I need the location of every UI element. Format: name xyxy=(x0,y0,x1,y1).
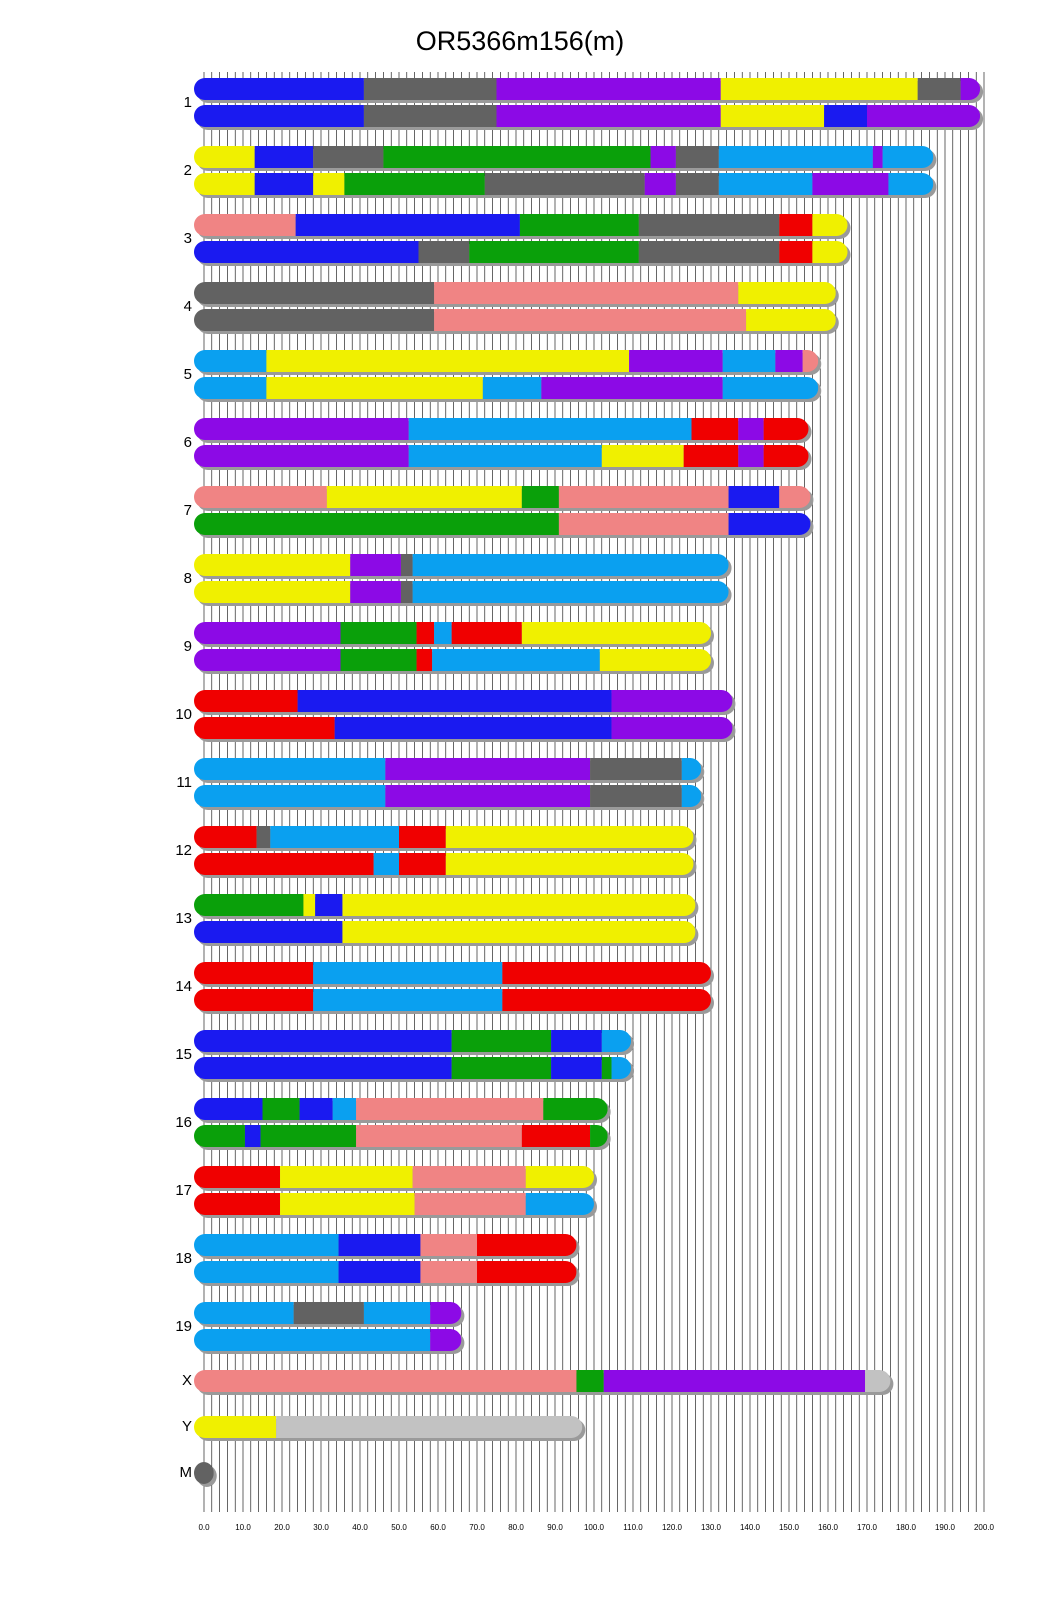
haplotype-bar xyxy=(194,1098,608,1120)
x-tick-label: 130.0 xyxy=(700,1523,722,1532)
x-tick-label: 80.0 xyxy=(508,1523,524,1532)
segment-15-2-1 xyxy=(194,1057,452,1079)
chromosome-label: 15 xyxy=(175,1046,192,1063)
segment-Y-1-1 xyxy=(194,1416,276,1438)
chromosome-label: M xyxy=(179,1464,192,1481)
segment-16-2-1 xyxy=(194,1125,245,1147)
segment-14-1-2 xyxy=(313,962,502,984)
segment-1-1-2 xyxy=(364,78,497,100)
segment-3-2-4 xyxy=(639,241,779,263)
haplotype-bar xyxy=(194,309,836,331)
segment-17-1-2 xyxy=(280,1166,413,1188)
segment-3-1-6 xyxy=(812,214,847,236)
haplotype-bar xyxy=(194,1030,631,1052)
segment-2-1-9 xyxy=(883,146,934,168)
segment-10-1-3 xyxy=(612,690,733,712)
segment-4-1-3 xyxy=(738,282,836,304)
segment-18-2-2 xyxy=(339,1261,421,1283)
segment-1-2-4 xyxy=(721,105,824,127)
haplotype-bar xyxy=(194,989,711,1011)
haplotype-bar xyxy=(194,282,836,304)
segment-12-1-2 xyxy=(257,826,271,848)
segment-18-2-1 xyxy=(194,1261,339,1283)
haplotype-bar xyxy=(194,581,729,603)
segment-17-2-4 xyxy=(526,1193,594,1215)
segment-19-1-1 xyxy=(194,1302,294,1324)
haplotype-bar xyxy=(194,1193,594,1215)
x-tick-label: 60.0 xyxy=(430,1523,446,1532)
segment-X-1-2 xyxy=(576,1370,603,1392)
haplotype-bar xyxy=(194,554,729,576)
segment-6-1-5 xyxy=(764,418,809,440)
segment-17-2-2 xyxy=(280,1193,415,1215)
segment-18-1-1 xyxy=(194,1234,339,1256)
segment-5-1-3 xyxy=(629,350,723,372)
haplotype-bar xyxy=(194,214,848,236)
segment-8-1-3 xyxy=(401,554,413,576)
segment-19-2-2 xyxy=(430,1329,461,1351)
segment-9-1-6 xyxy=(522,622,711,644)
x-tick-label: 20.0 xyxy=(274,1523,290,1532)
segment-6-2-3 xyxy=(602,445,684,467)
x-tick-label: 180.0 xyxy=(895,1523,917,1532)
chromosome-label: 9 xyxy=(183,638,192,655)
segment-15-2-2 xyxy=(452,1057,551,1079)
segment-3-1-4 xyxy=(639,214,779,236)
x-tick-label: 160.0 xyxy=(817,1523,839,1532)
segment-6-1-3 xyxy=(692,418,739,440)
segment-X-1-4 xyxy=(865,1370,890,1392)
chromosome-label: 11 xyxy=(176,774,192,791)
segment-7-1-5 xyxy=(729,486,780,508)
segment-17-1-3 xyxy=(413,1166,526,1188)
segment-17-1-4 xyxy=(526,1166,594,1188)
segment-10-2-1 xyxy=(194,717,335,739)
segment-15-2-4 xyxy=(602,1057,612,1079)
haplotype-bar xyxy=(194,622,711,644)
chromosome-label: 13 xyxy=(175,910,192,927)
segment-7-1-1 xyxy=(194,486,327,508)
x-tick-label: 190.0 xyxy=(934,1523,956,1532)
haplotype-bar xyxy=(194,173,933,195)
chromosome-label: 10 xyxy=(175,706,192,723)
segment-2-2-5 xyxy=(485,173,645,195)
segment-8-1-4 xyxy=(413,554,729,576)
segment-12-1-1 xyxy=(194,826,257,848)
haplotype-bar xyxy=(194,1329,461,1351)
x-tick-label: 120.0 xyxy=(661,1523,683,1532)
segment-M-1-1 xyxy=(194,1462,214,1484)
haplotype-bar xyxy=(194,1125,608,1147)
haplotype-bar xyxy=(194,826,693,848)
haplotype-bar xyxy=(194,717,732,739)
segment-18-1-4 xyxy=(477,1234,576,1256)
segment-3-2-5 xyxy=(779,241,812,263)
segment-3-2-3 xyxy=(469,241,639,263)
segment-9-1-5 xyxy=(452,622,522,644)
chromosome-label: 7 xyxy=(183,502,192,519)
segment-X-1-1 xyxy=(194,1370,576,1392)
segment-4-1-1 xyxy=(194,282,434,304)
haplotype-bar xyxy=(194,1234,576,1256)
chromosome-label: 14 xyxy=(175,978,192,995)
segment-2-2-4 xyxy=(344,173,484,195)
segment-19-1-4 xyxy=(430,1302,461,1324)
haplotype-bar xyxy=(194,785,701,807)
segment-10-1-2 xyxy=(298,690,612,712)
segment-5-2-2 xyxy=(266,377,482,399)
haplotype-bar xyxy=(194,241,848,263)
segment-5-2-5 xyxy=(723,377,819,399)
haplotype-bar xyxy=(194,758,701,780)
segment-1-1-4 xyxy=(721,78,918,100)
haplotype-bar xyxy=(194,486,810,508)
segment-9-2-1 xyxy=(194,649,341,671)
segment-2-1-6 xyxy=(676,146,719,168)
x-tick-label: 100.0 xyxy=(583,1523,605,1532)
segment-12-2-1 xyxy=(194,853,374,875)
segment-14-2-2 xyxy=(313,989,502,1011)
segment-12-2-4 xyxy=(446,853,694,875)
segment-1-1-5 xyxy=(918,78,961,100)
segment-4-2-1 xyxy=(194,309,434,331)
segment-9-1-4 xyxy=(434,622,452,644)
segment-10-2-2 xyxy=(335,717,612,739)
segment-11-1-2 xyxy=(385,758,590,780)
chart-title: OR5366m156(m) xyxy=(415,26,625,56)
haplotype-bar xyxy=(194,1416,582,1438)
segment-14-1-1 xyxy=(194,962,313,984)
haplotype-bar xyxy=(194,146,933,168)
segment-9-2-5 xyxy=(600,649,711,671)
segment-1-2-6 xyxy=(867,105,980,127)
segment-13-1-1 xyxy=(194,894,303,916)
chromosome-label: 17 xyxy=(175,1182,192,1199)
segment-2-2-9 xyxy=(812,173,888,195)
x-tick-label: 30.0 xyxy=(313,1523,329,1532)
segment-12-1-3 xyxy=(270,826,399,848)
segment-12-2-2 xyxy=(374,853,399,875)
chromosome-label: 6 xyxy=(183,434,192,451)
segment-11-2-3 xyxy=(590,785,682,807)
x-tick-label: 140.0 xyxy=(739,1523,761,1532)
chromosome-label: 16 xyxy=(175,1114,192,1131)
x-tick-label: 50.0 xyxy=(391,1523,407,1532)
segment-11-2-2 xyxy=(385,785,590,807)
segment-12-2-3 xyxy=(399,853,446,875)
segment-9-2-3 xyxy=(417,649,433,671)
chromosome-label: 12 xyxy=(175,842,192,859)
segment-9-1-2 xyxy=(341,622,417,644)
segment-7-2-2 xyxy=(559,513,729,535)
segment-2-2-2 xyxy=(255,173,314,195)
segment-8-2-1 xyxy=(194,581,350,603)
haplotype-bar xyxy=(194,1057,631,1079)
segment-7-2-1 xyxy=(194,513,559,535)
x-tick-label: 0.0 xyxy=(198,1523,210,1532)
segment-8-2-4 xyxy=(413,581,729,603)
segment-2-1-3 xyxy=(313,146,383,168)
segment-19-1-2 xyxy=(294,1302,364,1324)
segment-1-2-3 xyxy=(497,105,721,127)
segment-6-1-2 xyxy=(409,418,692,440)
segment-13-1-3 xyxy=(315,894,342,916)
segment-2-1-7 xyxy=(719,146,873,168)
x-tick-label: 150.0 xyxy=(778,1523,800,1532)
segment-13-1-2 xyxy=(303,894,315,916)
segment-1-1-3 xyxy=(497,78,721,100)
segment-15-2-3 xyxy=(551,1057,602,1079)
segment-18-2-3 xyxy=(420,1261,477,1283)
segment-16-1-1 xyxy=(194,1098,263,1120)
segment-16-1-6 xyxy=(543,1098,607,1120)
segment-1-2-5 xyxy=(824,105,867,127)
segment-16-1-3 xyxy=(300,1098,333,1120)
segment-10-1-1 xyxy=(194,690,298,712)
haplotype-bar xyxy=(194,105,980,127)
x-tick-label: 10.0 xyxy=(235,1523,251,1532)
segment-16-2-4 xyxy=(356,1125,522,1147)
segment-16-1-5 xyxy=(356,1098,543,1120)
haplotype-bar xyxy=(194,962,711,984)
segment-16-2-3 xyxy=(261,1125,357,1147)
chromosome-label: Y xyxy=(181,1418,192,1435)
segment-5-2-1 xyxy=(194,377,266,399)
segment-13-1-4 xyxy=(342,894,695,916)
haplotype-bar xyxy=(194,690,732,712)
segment-2-2-6 xyxy=(645,173,676,195)
segment-4-2-2 xyxy=(434,309,746,331)
segment-15-1-2 xyxy=(452,1030,551,1052)
x-tick-label: 90.0 xyxy=(547,1523,563,1532)
segment-6-1-4 xyxy=(738,418,763,440)
segment-7-1-2 xyxy=(327,486,522,508)
haplotype-bar xyxy=(194,921,695,943)
segment-3-2-2 xyxy=(419,241,470,263)
segment-16-1-4 xyxy=(333,1098,356,1120)
segment-12-1-4 xyxy=(399,826,446,848)
segment-2-1-2 xyxy=(255,146,314,168)
segment-19-1-3 xyxy=(364,1302,430,1324)
haplotype-bar xyxy=(194,1302,461,1324)
segment-3-2-6 xyxy=(812,241,847,263)
segment-14-1-3 xyxy=(502,962,711,984)
chromosome-label: 2 xyxy=(183,162,192,179)
segment-10-2-3 xyxy=(612,717,733,739)
haplotype-bar xyxy=(194,1261,576,1283)
haplotype-bar xyxy=(194,853,693,875)
segment-3-1-1 xyxy=(194,214,296,236)
segment-11-1-3 xyxy=(590,758,682,780)
segment-18-2-4 xyxy=(477,1261,576,1283)
segment-7-1-6 xyxy=(779,486,810,508)
chromosome-label: 4 xyxy=(183,298,192,315)
segment-1-2-1 xyxy=(194,105,364,127)
x-tick-label: 170.0 xyxy=(856,1523,878,1532)
segment-3-1-2 xyxy=(296,214,520,236)
segment-6-2-4 xyxy=(684,445,739,467)
segment-5-1-1 xyxy=(194,350,266,372)
segment-2-2-10 xyxy=(888,173,933,195)
haplotype-bar xyxy=(194,1370,890,1392)
segment-4-2-3 xyxy=(746,309,836,331)
segment-6-2-2 xyxy=(409,445,602,467)
haplotype-bar xyxy=(194,78,980,100)
segment-9-2-4 xyxy=(432,649,600,671)
segment-8-1-2 xyxy=(350,554,401,576)
chromosome-label: X xyxy=(181,1372,192,1389)
segment-2-1-4 xyxy=(383,146,650,168)
segment-13-2-2 xyxy=(342,921,695,943)
chromosome-label: 18 xyxy=(175,1250,192,1267)
segment-18-1-2 xyxy=(339,1234,421,1256)
segment-8-2-2 xyxy=(350,581,401,603)
haplotype-bar xyxy=(194,649,711,671)
haplotype-bar xyxy=(194,1462,214,1484)
segment-19-2-1 xyxy=(194,1329,430,1351)
haplotype-bar xyxy=(194,1166,594,1188)
segment-3-1-3 xyxy=(520,214,639,236)
segment-15-1-4 xyxy=(602,1030,631,1052)
haplotype-bar xyxy=(194,445,809,467)
segment-15-1-3 xyxy=(551,1030,602,1052)
segment-5-2-3 xyxy=(483,377,541,399)
segment-5-1-5 xyxy=(775,350,802,372)
segment-12-1-5 xyxy=(446,826,694,848)
segment-1-2-2 xyxy=(364,105,497,127)
chromosome-label: 19 xyxy=(175,1318,192,1335)
segment-2-2-1 xyxy=(194,173,255,195)
segment-5-2-4 xyxy=(541,377,722,399)
segment-14-2-1 xyxy=(194,989,313,1011)
segment-Y-1-2 xyxy=(276,1416,582,1438)
haplotype-bar xyxy=(194,418,809,440)
segment-6-2-5 xyxy=(738,445,763,467)
segment-8-1-1 xyxy=(194,554,350,576)
segment-3-1-5 xyxy=(779,214,812,236)
segment-6-1-1 xyxy=(194,418,409,440)
segment-1-1-1 xyxy=(194,78,364,100)
chromosome-label: 8 xyxy=(183,570,192,587)
segment-16-2-5 xyxy=(522,1125,590,1147)
segment-13-2-1 xyxy=(194,921,342,943)
segment-2-2-7 xyxy=(676,173,719,195)
segment-2-2-3 xyxy=(313,173,344,195)
x-tick-label: 70.0 xyxy=(469,1523,485,1532)
segment-4-1-2 xyxy=(434,282,738,304)
haplotype-bar xyxy=(194,350,818,372)
chromosome-label: 1 xyxy=(183,94,192,111)
x-tick-label: 110.0 xyxy=(623,1523,643,1532)
haplotype-bar xyxy=(194,513,810,535)
segment-5-1-2 xyxy=(266,350,629,372)
segment-2-1-1 xyxy=(194,146,255,168)
segment-9-1-1 xyxy=(194,622,341,644)
haplotype-bar xyxy=(194,377,818,399)
segment-8-2-3 xyxy=(401,581,413,603)
segment-16-1-2 xyxy=(263,1098,300,1120)
segment-14-2-3 xyxy=(502,989,711,1011)
segment-7-2-3 xyxy=(729,513,811,535)
segment-7-1-3 xyxy=(522,486,559,508)
segment-2-2-8 xyxy=(719,173,813,195)
segment-6-2-6 xyxy=(764,445,809,467)
segment-17-2-1 xyxy=(194,1193,280,1215)
segment-18-1-3 xyxy=(420,1234,477,1256)
segment-9-2-2 xyxy=(341,649,417,671)
segment-2-1-5 xyxy=(651,146,676,168)
x-tick-label: 40.0 xyxy=(352,1523,368,1532)
segment-2-1-8 xyxy=(873,146,883,168)
segment-7-1-4 xyxy=(559,486,729,508)
x-tick-label: 200.0 xyxy=(973,1523,995,1532)
segment-15-1-1 xyxy=(194,1030,452,1052)
segment-11-2-1 xyxy=(194,785,385,807)
segment-3-2-1 xyxy=(194,241,419,263)
haplotype-bar xyxy=(194,894,695,916)
segment-X-1-3 xyxy=(604,1370,865,1392)
segment-16-2-2 xyxy=(245,1125,261,1147)
segment-9-1-3 xyxy=(417,622,435,644)
segment-17-2-3 xyxy=(415,1193,526,1215)
segment-11-1-1 xyxy=(194,758,385,780)
segment-17-1-1 xyxy=(194,1166,280,1188)
segment-6-2-1 xyxy=(194,445,409,467)
chromosome-label: 5 xyxy=(183,366,192,383)
chromosome-label: 3 xyxy=(183,230,192,247)
segment-5-1-4 xyxy=(723,350,776,372)
